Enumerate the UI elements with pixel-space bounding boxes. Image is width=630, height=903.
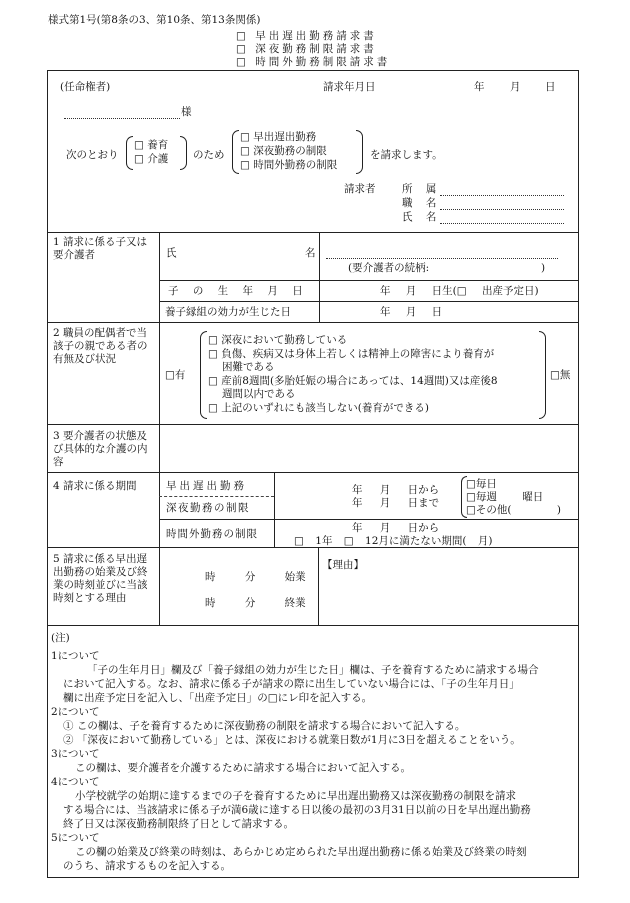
spouse-no[interactable]: □無 — [550, 369, 571, 381]
note1-head: 1について — [51, 650, 100, 662]
overtime-from[interactable]: 年 月 日から — [352, 522, 440, 534]
name-line[interactable] — [440, 223, 564, 224]
note3-head: 3について — [51, 748, 100, 760]
note4-line2: する場合には、当該請求に係る子が満6歳に達する日以後の最初の3月31日以前の日を早出遅出勤務 — [63, 804, 531, 816]
s4-col-line — [274, 472, 275, 547]
request-suffix: を請求します。 — [370, 149, 443, 161]
spouse-yes[interactable]: □有 — [165, 369, 186, 381]
year-label: 年 — [474, 81, 485, 93]
department-line[interactable] — [440, 195, 564, 196]
s1-row-1 — [159, 280, 579, 281]
s4-row-line — [159, 519, 579, 520]
appointer-line[interactable] — [64, 118, 180, 119]
note2-line1: ① この欄は、子を養育するために深夜勤務の制限を請求する場合において記入する。 — [63, 720, 466, 732]
paren-right-2 — [356, 130, 363, 174]
end-time[interactable]: 時 分 終業 — [205, 597, 306, 609]
freq-daily[interactable]: □毎日 — [466, 478, 497, 490]
tame-text: のため — [193, 149, 225, 161]
period-until[interactable]: 年 月 日まで — [352, 497, 440, 509]
divider-s1 — [47, 322, 579, 323]
note4-line1: 小学校就学の始期に達するまでの子を養育するために早出遅出勤務又は深夜勤務の制限を請求 — [75, 790, 516, 802]
section4-label: 4 請求に係る期間 — [53, 480, 137, 492]
name-left: 氏 — [166, 247, 177, 259]
paren-right — [180, 136, 187, 170]
title-overtime: □ 時間外勤務制限請求書 — [236, 56, 391, 68]
day-label: 日 — [545, 81, 556, 93]
reason-label: 【理由】 — [322, 559, 364, 571]
freq-other[interactable]: □その他( ) — [466, 504, 561, 516]
label-col-line — [159, 232, 160, 625]
field-title: 職 名 — [402, 197, 442, 209]
note5-line2: のうち、請求するものを記入する。 — [63, 860, 231, 872]
note2-line2: ② 「深夜において勤務している」とは、深夜における就業日数が1月に3日を超えることをいう。 — [63, 734, 521, 746]
form-frame — [47, 70, 579, 878]
period-from[interactable]: 年 月 日から — [352, 484, 440, 496]
row-overtime-limit: 時間外勤務の制限 — [166, 528, 258, 540]
s4-dash-row — [159, 496, 274, 497]
title-early-late: □ 早出遅出勤務請求書 — [236, 30, 377, 42]
option-overtime-limit[interactable]: □ 時間外勤務の制限 — [240, 159, 338, 171]
s1-col-line — [319, 232, 320, 322]
note4-line3: 終了日又は深夜勤務制限終了日として請求する。 — [63, 818, 294, 830]
appointer-label: (任命権者) — [60, 81, 111, 93]
start-time[interactable]: 時 分 始業 — [205, 571, 306, 583]
section5-label: 5 請求に係る早出遅出勤務の始業及び終業の時刻並びに当該時刻とする理由 — [53, 553, 148, 604]
birth-date[interactable]: 年 月 日生(□ 出産予定日) — [380, 285, 539, 297]
row-early-late: 早出遅出勤務 — [166, 480, 247, 492]
section3-label: 3 要介護者の状態及び具体的な介護の内容 — [53, 430, 148, 468]
relation-close: ) — [541, 262, 546, 274]
divider-s3 — [47, 472, 579, 473]
status-night[interactable]: □ 深夜において勤務している — [208, 334, 348, 346]
divider-s2 — [47, 424, 579, 425]
section1-label: 1 請求に係る子又は要介護者 — [53, 236, 148, 261]
field-department: 所 属 — [402, 183, 442, 195]
title-line[interactable] — [440, 209, 564, 210]
notes-title: (注) — [51, 632, 70, 644]
request-date-label: 請求年月日 — [323, 81, 376, 93]
note2-head: 2について — [51, 706, 100, 718]
s1-row-2 — [159, 301, 579, 302]
paren-right-s2 — [539, 331, 546, 419]
adopt-label: 養子縁組の効力が生じた日 — [165, 306, 291, 318]
paren-left — [126, 136, 133, 170]
note1-line3: 欄に出産予定日を記入し、「出産予定日」の□にレ印を記入する。 — [63, 692, 373, 704]
note1-line1: 「子の生年月日」欄及び「養子縁組の効力が生じた日」欄は、子を養育するために請求する場合 — [87, 664, 539, 676]
row-night-limit: 深夜勤務の制限 — [166, 502, 250, 514]
divider-s5 — [47, 625, 579, 626]
option-childcare[interactable]: □ 養育 — [134, 139, 169, 151]
note4-head: 4について — [51, 776, 100, 788]
status-pregnancy[interactable]: □ 産前8週間(多胎妊娠の場合にあっては、14週間)又は産後8 — [208, 375, 498, 387]
status-none[interactable]: □ 上記のいずれにも該当しない(養育ができる) — [208, 402, 429, 414]
note3-line1: この欄は、要介護者を介護するために請求する場合において記入する。 — [75, 762, 411, 774]
note5-head: 5について — [51, 832, 100, 844]
relation-label: (要介護者の続柄: — [348, 262, 430, 274]
s5-col-line — [318, 547, 319, 625]
month-label: 月 — [510, 81, 521, 93]
birth-label: 子 の 生 年 月 日 — [168, 285, 309, 297]
paren-left-2 — [232, 130, 239, 174]
sama-label: 様 — [181, 106, 192, 118]
nursing-content-input[interactable] — [162, 428, 574, 470]
name-input-line[interactable] — [326, 258, 558, 259]
freq-weekly[interactable]: □毎週 曜日 — [466, 491, 544, 503]
field-name: 氏 名 — [402, 211, 442, 223]
status-injury-cont: 困難である — [222, 361, 275, 373]
requester-label: 請求者 — [344, 183, 376, 195]
option-nursing[interactable]: □ 介護 — [134, 153, 169, 165]
status-pregnancy-cont: 週間以内である — [222, 388, 296, 400]
option-night-limit[interactable]: □ 深夜勤務の制限 — [240, 145, 327, 157]
paren-left-s2 — [200, 331, 207, 419]
note1-line2: において記入する。なお、請求に係る子が請求の際に出生していない場合には、「子の生年月日」 — [63, 678, 520, 690]
name-right: 名 — [305, 247, 316, 259]
intro-text: 次のとおり — [66, 149, 119, 161]
note5-line1: この欄の始業及び終業の時刻は、あらかじめ定められた早出遅出勤務に係る始業及び終業の時刻 — [75, 846, 527, 858]
overtime-period[interactable]: □ 1年 □ 12月に満たない期間( 月) — [294, 535, 493, 547]
title-night: □ 深夜勤務制限請求書 — [236, 43, 377, 55]
section2-label: 2 職員の配偶者で当該子の親である者の有無及び状況 — [53, 327, 148, 365]
status-injury[interactable]: □ 負傷、疾病又は身体上若しくは精神上の障害により養育が — [208, 348, 495, 360]
divider-s4 — [47, 547, 579, 548]
adopt-date[interactable]: 年 月 日 — [380, 306, 443, 318]
divider-top — [47, 232, 579, 233]
option-early-late[interactable]: □ 早出遅出勤務 — [240, 131, 317, 143]
form-id: 様式第1号(第8条の3、第10条、第13条関係) — [48, 14, 261, 26]
